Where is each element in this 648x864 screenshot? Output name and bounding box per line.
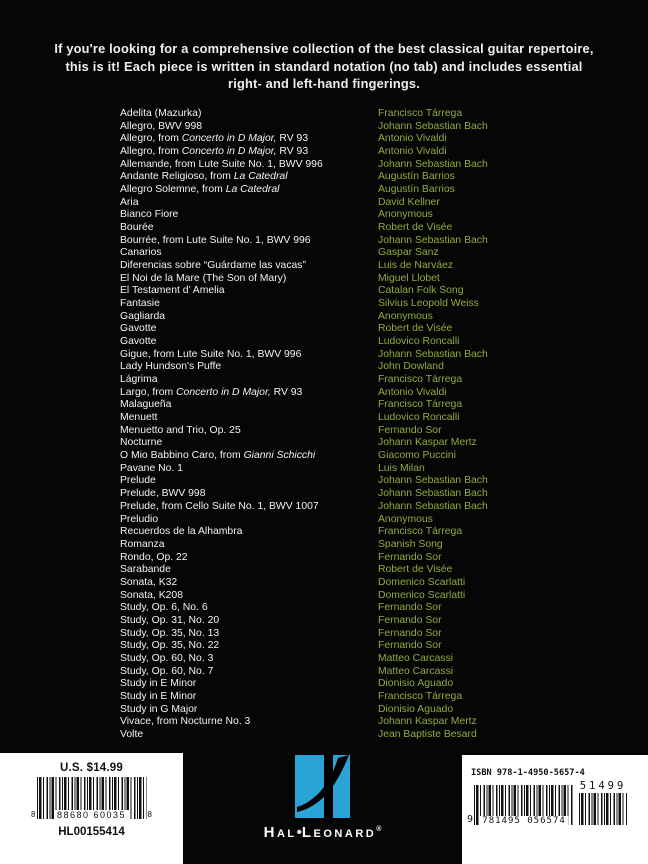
- song-title: Allemande, from Lute Suite No. 1, BWV 996: [120, 158, 323, 170]
- song-title: Prelude, from Cello Suite No. 1, BWV 1007: [120, 500, 319, 512]
- list-item: [120, 729, 534, 742]
- song-title: Study, Op. 60, No. 3: [120, 652, 214, 664]
- song-title: Study, Op. 31, No. 20: [120, 614, 220, 626]
- list-item: [120, 514, 534, 527]
- song-title: Menuett: [120, 412, 158, 424]
- list-item: [120, 323, 534, 336]
- composer-name: Matteo Carcassi: [378, 652, 454, 664]
- composer-name: Johann Kaspar Mertz: [378, 437, 477, 449]
- list-item: [120, 678, 534, 691]
- list-item: [120, 260, 534, 273]
- song-title: Study, Op. 6, No. 6: [120, 602, 208, 614]
- list-item: [120, 475, 534, 488]
- song-title: Bourée: [120, 222, 154, 234]
- hl-catalog-number: HL00155414: [58, 826, 125, 838]
- song-title: El Noi de la Mare (The Son of Mary): [120, 272, 287, 284]
- list-item: [120, 412, 534, 425]
- composer-name: Domenico Scarlatti: [378, 576, 466, 588]
- upc-right-digit: 8: [147, 810, 152, 819]
- composer-name: Robert de Visée: [378, 564, 453, 576]
- list-item: [120, 197, 534, 210]
- composer-name: Johann Sebastian Bach: [378, 488, 488, 500]
- price-label: U.S. $14.99: [60, 762, 123, 774]
- song-title: Largo, from Concerto in D Major, RV 93: [120, 386, 303, 398]
- composer-name: Giacomo Puccini: [378, 450, 456, 462]
- intro-line: If you're looking for a comprehensive collection of the best classical guitar repertoire,: [54, 41, 594, 56]
- composer-name: Francisco Tárrega: [378, 108, 463, 119]
- list-item: [120, 336, 534, 349]
- song-title: Allegro, from Concerto in D Major, RV 93: [120, 146, 309, 158]
- list-item: [120, 273, 534, 286]
- list-item: [120, 501, 534, 514]
- song-title: Romanza: [120, 538, 165, 550]
- song-title: Study, Op. 35, No. 22: [120, 640, 220, 652]
- song-title: Aria: [120, 196, 139, 208]
- composer-name: Luis Milan: [378, 462, 425, 474]
- ean-digits: 781495 056574: [479, 816, 568, 826]
- wordmark-part: Leonard: [301, 824, 377, 841]
- list-item: [120, 387, 534, 400]
- intro-line: right- and left-hand fingerings.: [228, 76, 420, 91]
- song-title: Sarabande: [120, 564, 171, 576]
- list-item: [120, 298, 534, 311]
- song-title: Bourrée, from Lute Suite No. 1, BWV 996: [120, 234, 311, 246]
- song-title: Study, Op. 35, No. 13: [120, 627, 220, 639]
- composer-name: Dionisio Aguado: [378, 703, 454, 715]
- list-item: [120, 450, 534, 463]
- list-item: [120, 552, 534, 565]
- song-title: Malagueña: [120, 399, 172, 411]
- song-title: Lady Hundson's Puffe: [120, 361, 222, 373]
- composer-name: Francisco Tárrega: [378, 399, 463, 411]
- song-title: Allegro, from Concerto in D Major, RV 93: [120, 133, 309, 145]
- composer-name: Robert de Visée: [378, 222, 453, 234]
- composer-name: Fernando Sor: [378, 551, 442, 563]
- song-title: Bianco Fiore: [120, 209, 179, 221]
- isbn-barcode-box: [462, 755, 648, 864]
- composer-name: Robert de Visée: [378, 323, 453, 335]
- intro-line: this is it! Each piece is written in standard notation (no tab) and includes essential: [65, 58, 583, 74]
- upc-digits: 88680 60035: [54, 810, 129, 820]
- list-item: [120, 526, 534, 539]
- song-title: Study in E Minor: [120, 678, 197, 690]
- song-title: Andante Religioso, from La Catedral: [120, 171, 288, 183]
- list-item: [120, 615, 534, 628]
- composer-name: Fernando Sor: [378, 640, 442, 652]
- composer-name: Fernando Sor: [378, 424, 442, 436]
- ean-left-digit: 9: [467, 814, 474, 825]
- composer-name: Francisco Tárrega: [378, 526, 463, 538]
- composer-name: Ludovico Roncalli: [378, 336, 460, 348]
- song-title: Diferencias sobre “Guárdame las vacas”: [120, 260, 306, 272]
- song-title: Allegro Solemne, from La Catedral: [120, 184, 280, 196]
- list-item: [120, 146, 534, 159]
- composer-name: John Dowland: [378, 361, 444, 373]
- list-item: [120, 564, 534, 577]
- song-title: Recuerdos de la Alhambra: [120, 526, 243, 538]
- song-title: Canarios: [120, 247, 162, 259]
- composer-name: Johann Sebastian Bach: [378, 158, 488, 170]
- composer-name: Johann Sebastian Bach: [378, 500, 488, 512]
- composer-name: Fernando Sor: [378, 627, 442, 639]
- song-title: Study in G Major: [120, 703, 198, 715]
- song-title: O Mio Babbino Caro, from Gianni Schicchi: [120, 450, 316, 462]
- wordmark-part: Hal: [263, 824, 297, 841]
- list-item: [120, 222, 534, 235]
- list-item: [120, 463, 534, 476]
- list-item: [120, 108, 534, 121]
- composer-name: Anonymous: [378, 310, 433, 322]
- song-title: Vivace, from Nocturne No. 3: [120, 716, 251, 728]
- song-title: Gigue, from Lute Suite No. 1, BWV 996: [120, 348, 302, 360]
- list-item: [120, 539, 534, 552]
- list-item: [120, 235, 534, 248]
- publisher-logo: [183, 753, 462, 864]
- registered-mark: ®: [376, 826, 382, 833]
- ean-addon-bars-icon: [579, 793, 627, 825]
- song-title: Gavotte: [120, 336, 157, 348]
- composer-name: Fernando Sor: [378, 614, 442, 626]
- composer-name: Anonymous: [378, 513, 433, 525]
- composer-name: David Kellner: [378, 196, 440, 208]
- ean-bars-icon: [474, 785, 574, 825]
- song-title: Gavotte: [120, 323, 157, 335]
- list-item: [120, 159, 534, 172]
- list-item: [120, 666, 534, 679]
- song-title: Fantasie: [120, 298, 160, 310]
- list-item: [120, 437, 534, 450]
- ean-addon: [579, 781, 627, 825]
- composer-name: Anonymous: [378, 209, 433, 221]
- song-title: Prelude: [120, 475, 156, 487]
- list-item: [120, 171, 534, 184]
- ean-barcode: [467, 781, 648, 825]
- song-title: Lágrima: [120, 374, 158, 386]
- composer-name: Francisco Tárrega: [378, 690, 463, 702]
- list-item: [120, 133, 534, 146]
- song-title: Prelude, BWV 998: [120, 488, 206, 500]
- isbn-number: ISBN 978-1-4950-5657-4: [471, 768, 585, 778]
- song-title: Sonata, K208: [120, 589, 183, 601]
- list-item: [120, 425, 534, 438]
- list-item: [120, 311, 534, 324]
- song-title: Adelita (Mazurka): [120, 108, 202, 119]
- composer-name: Johann Sebastian Bach: [378, 348, 488, 360]
- composer-name: Antonio Vivaldi: [378, 386, 447, 398]
- composer-name: Silvius Leopold Weiss: [378, 298, 479, 310]
- song-title: Gagliarda: [120, 310, 166, 322]
- list-item: [120, 285, 534, 298]
- composer-name: Johann Kaspar Mertz: [378, 716, 477, 728]
- composer-name: Matteo Carcassi: [378, 665, 454, 677]
- song-title: El Testament d’ Amelia: [120, 285, 225, 297]
- list-item: [120, 653, 534, 666]
- list-item: [120, 716, 534, 729]
- composer-name: Augustín Barrios: [378, 171, 455, 183]
- ean-addon-digits: 51499: [579, 780, 627, 792]
- composer-name: Francisco Tárrega: [378, 374, 463, 386]
- list-item: [120, 602, 534, 615]
- price-barcode-box: [0, 753, 183, 864]
- hal-leonard-logo-icon: [295, 755, 350, 818]
- upc-left-digit: 8: [31, 810, 36, 819]
- song-title: Rondo, Op. 22: [120, 551, 188, 563]
- list-item: [120, 488, 534, 501]
- composer-name: Spanish Song: [378, 538, 443, 550]
- composer-name: Domenico Scarlatti: [378, 589, 466, 601]
- song-title: Study, Op. 60, No. 7: [120, 665, 214, 677]
- song-list: [120, 108, 534, 742]
- upc-bars-icon: [37, 777, 147, 819]
- list-item: [120, 361, 534, 374]
- composer-name: Luis de Narváez: [378, 260, 454, 272]
- publisher-wordmark: [264, 822, 382, 841]
- composer-name: Dionisio Aguado: [378, 678, 454, 690]
- composer-name: Miguel Llobet: [378, 272, 440, 284]
- list-item: [120, 209, 534, 222]
- list-item: [120, 121, 534, 134]
- list-item: [120, 184, 534, 197]
- composer-name: Ludovico Roncalli: [378, 412, 460, 424]
- song-title: Pavane No. 1: [120, 462, 183, 474]
- composer-name: Gaspar Sanz: [378, 247, 439, 259]
- composer-name: Johann Sebastian Bach: [378, 120, 488, 132]
- song-title: Allegro, BWV 998: [120, 120, 203, 132]
- list-item: [120, 349, 534, 362]
- song-title: Preludio: [120, 513, 159, 525]
- list-item: [120, 628, 534, 641]
- song-title: Sonata, K32: [120, 576, 178, 588]
- song-title: Nocturne: [120, 437, 163, 449]
- song-title: Menuetto and Trio, Op. 25: [120, 424, 241, 436]
- list-item: [120, 640, 534, 653]
- list-item: [120, 704, 534, 717]
- list-item: [120, 374, 534, 387]
- composer-name: Augustín Barrios: [378, 184, 455, 196]
- wordmark-dot: •: [296, 824, 302, 841]
- song-title: Study in E Minor: [120, 690, 197, 702]
- list-item: [120, 577, 534, 590]
- list-item: [120, 590, 534, 603]
- composer-name: Johann Sebastian Bach: [378, 234, 488, 246]
- composer-name: Catalan Folk Song: [378, 285, 464, 297]
- upc-barcode: [0, 777, 183, 819]
- composer-name: Antonio Vivaldi: [378, 133, 447, 145]
- list-item: [120, 399, 534, 412]
- composer-name: Fernando Sor: [378, 602, 442, 614]
- song-title: Volte: [120, 728, 144, 740]
- list-item: [120, 691, 534, 704]
- list-item: [120, 247, 534, 260]
- composer-name: Johann Sebastian Bach: [378, 475, 488, 487]
- intro-text: [0, 40, 648, 93]
- composer-name: Jean Baptiste Besard: [378, 728, 477, 740]
- composer-name: Antonio Vivaldi: [378, 146, 447, 158]
